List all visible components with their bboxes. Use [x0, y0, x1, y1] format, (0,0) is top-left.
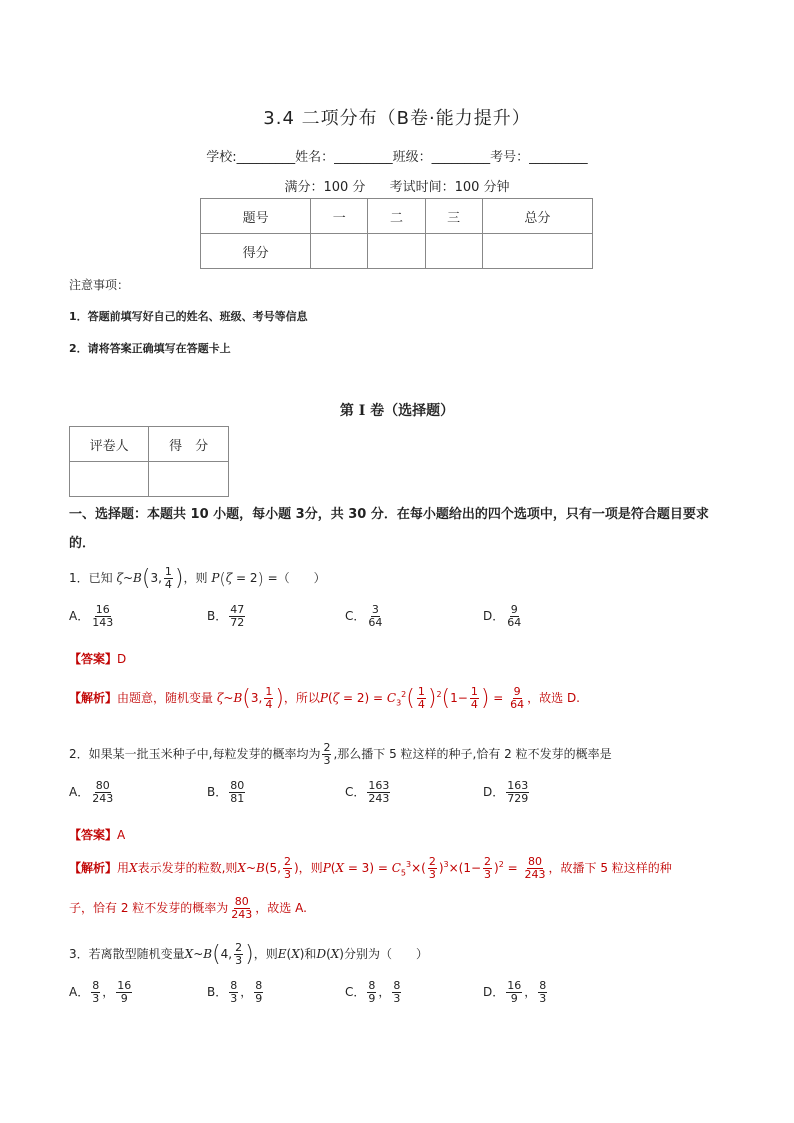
question-2-analysis-cont: 子，恰有 2 粒不发芽的概率为 $\frac{80}{243}$ ，故选 A. [69, 895, 307, 921]
score-cell[interactable] [311, 234, 368, 269]
score-table-row [201, 234, 593, 269]
option-b[interactable]: B． $\frac{8}{3}$ ， $\frac{8}{9}$ [207, 979, 263, 1005]
score-cell[interactable] [368, 234, 425, 269]
question-1-answer: 【答案】D [69, 652, 127, 666]
score-row-label: 得分 [201, 234, 311, 269]
rater-cell[interactable] [70, 462, 149, 497]
exam-meta [0, 176, 794, 195]
question-2-stem: 2．如果某一批玉米种子中,每粒发芽的概率均为 $\frac{2}{3}$ ,那么播下 5 粒这样的种子,恰有 2 粒不发芽的概率是 [69, 741, 612, 767]
rater-header: 评卷人 [70, 427, 149, 462]
question-1-analysis: 【解析】由题意，随机变量 ζ~B(3, $\frac{1}{4}$ )，所以$P(\zeta = 2) = C_3^2$( $\frac{1}{4}$ )$^2$(1− $\frac{1}{4}$ ) = $\frac{9}{64}$ ，故选 D. [69, 685, 580, 711]
question-3-options [69, 980, 621, 1005]
score-table [200, 198, 593, 269]
question-3-stem: 3．若离散型随机变量X~B(4, $\frac{2}{3}$ )，则E(X)和D(X)分别为（ ） [69, 941, 428, 967]
question-1-options [69, 604, 621, 629]
option-c[interactable]: C． $\frac{163}{243}$ [345, 779, 390, 805]
question-2-answer: 【答案】A [69, 828, 126, 842]
score-cell[interactable] [425, 234, 482, 269]
score-header-cell: 三 [425, 199, 482, 234]
option-b[interactable]: B． $\frac{80}{81}$ [207, 779, 245, 805]
option-a[interactable]: A． $\frac{80}{243}$ [69, 779, 114, 805]
score-header-cell: 题号 [201, 199, 311, 234]
page-title: 3.4 二项分布（B卷·能力提升） [263, 108, 531, 129]
option-c[interactable]: C． $\frac{8}{9}$ ， $\frac{8}{3}$ [345, 979, 401, 1005]
exam-time: 考试时间：100 分钟 [389, 180, 510, 195]
score-header: 得 分 [149, 427, 229, 462]
question-1-stem: 1．已知 ζ~B(3, $\frac{1}{4}$ )，则 P(ζ = 2) =（ ） [69, 565, 326, 591]
option-d[interactable]: D． $\frac{9}{64}$ [483, 603, 522, 629]
full-score: 满分：100 分 [284, 180, 366, 195]
note-item: 2．请将答案正确填写在答题卡上 [69, 342, 231, 355]
rater-table [69, 426, 229, 497]
option-a[interactable]: A． $\frac{8}{3}$ ， $\frac{16}{9}$ [69, 979, 132, 1005]
question-2-analysis: 【解析】用X表示发芽的粒数,则X~B(5, $\frac{2}{3}$ )，则$P(X = 3) = C_5^3\times$( $\frac{2}{3}$ )$^3$×(1− $\frac{2}{3}$ )$^2$ = $\frac{80}{243}$ ，故播下 5 粒这样的种 [69, 855, 672, 881]
score-header-cell: 总分 [482, 199, 592, 234]
question-2-options [69, 780, 621, 805]
score-cell[interactable] [149, 462, 229, 497]
volume-heading: 第 I 卷（选择题） [339, 403, 455, 419]
note-item: 1．答题前填写好自己的姓名、班级、考号等信息 [69, 310, 308, 323]
option-c[interactable]: C． $\frac{3}{64}$ [345, 603, 383, 629]
score-header-cell: 一 [311, 199, 368, 234]
option-d[interactable]: D． $\frac{16}{9}$ ， $\frac{8}{3}$ [483, 979, 547, 1005]
notes-heading: 注意事项： [69, 278, 130, 292]
score-header-cell: 二 [368, 199, 425, 234]
score-cell[interactable] [482, 234, 592, 269]
option-b[interactable]: B． $\frac{47}{72}$ [207, 603, 245, 629]
score-table-header [201, 199, 593, 234]
student-info-line: 学校:_________姓名：_________班级：_________考号：_________ [206, 150, 588, 165]
section-instructions: 一、选择题：本题共 10 小题，每小题 3分，共 30 分．在每小题给出的四个选项中，只有一项是符合题目要求的． [69, 507, 709, 551]
option-a[interactable]: A． $\frac{16}{143}$ [69, 603, 114, 629]
option-d[interactable]: D． $\frac{163}{729}$ [483, 779, 529, 805]
